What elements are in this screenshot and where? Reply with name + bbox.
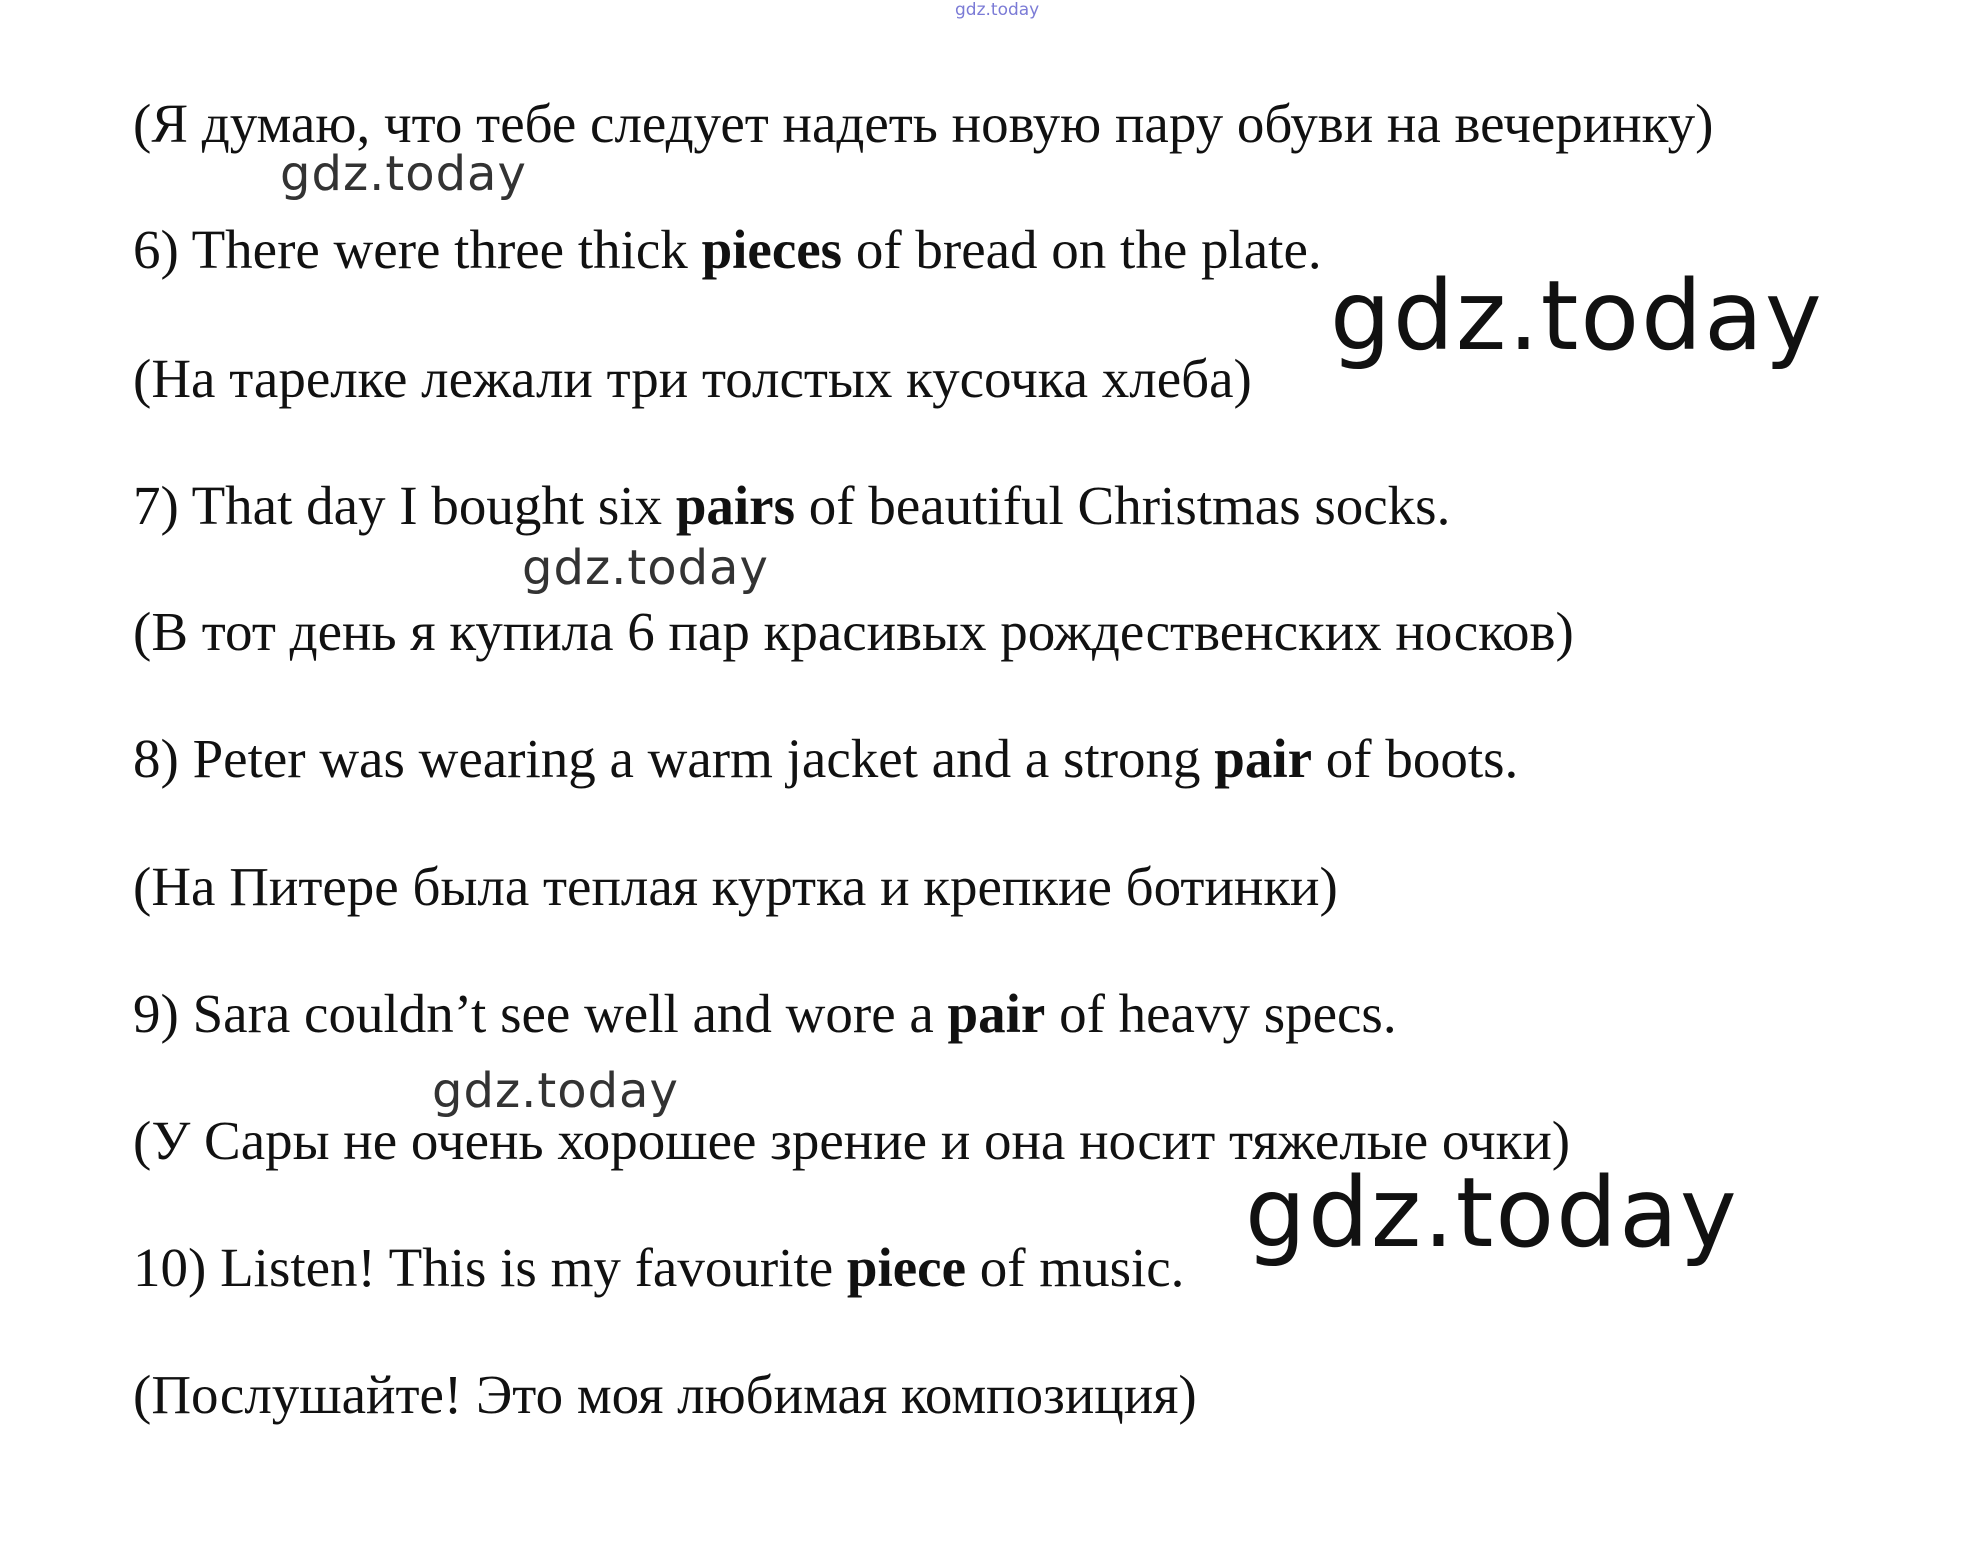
sentence-8 — [133, 727, 1518, 791]
sentence-10-before: 10) Listen! This is my favourite — [133, 1237, 847, 1298]
watermark: gdz.today — [1330, 260, 1824, 372]
sentence-9-answer: pair — [947, 983, 1046, 1044]
sentence-7-answer: pairs — [675, 475, 795, 536]
sentence-8-after: of boots. — [1312, 728, 1519, 789]
sentence-10 — [133, 1236, 1184, 1300]
translation-line-8: (На Питере была теплая куртка и крепкие ботинки) — [133, 856, 1338, 917]
sentence-9-before: 9) Sara couldn’t see well and wore a — [133, 983, 948, 1044]
sentence-6-before: 6) There were three thick — [133, 219, 702, 280]
watermark-top: gdz.today — [955, 0, 1040, 20]
sentence-8-answer: pair — [1214, 728, 1313, 789]
translation-line-10: (Послушайте! Это моя любимая композиция) — [133, 1364, 1197, 1425]
sentence-7-after: of beautiful Christmas socks. — [795, 475, 1451, 536]
watermark: gdz.today — [280, 146, 527, 202]
sentence-8-before: 8) Peter was wearing a warm jacket and a strong — [133, 728, 1215, 789]
sentence-9-after: of heavy specs. — [1045, 983, 1397, 1044]
sentence-7 — [133, 474, 1450, 538]
sentence-10-after: of music. — [965, 1237, 1185, 1298]
watermark: gdz.today — [522, 540, 769, 596]
translation-line-5: (Я думаю, что тебе следует надеть новую пару обуви на вечеринку) — [133, 93, 1714, 154]
watermark: gdz.today — [1245, 1157, 1739, 1269]
sentence-6-after: of bread on the plate. — [842, 219, 1322, 280]
translation-line-7: (В тот день я купила 6 пар красивых рождественских носков) — [133, 601, 1574, 662]
sentence-7-before: 7) That day I bought six — [133, 475, 676, 536]
sentence-6 — [133, 218, 1322, 282]
watermark: gdz.today — [432, 1063, 679, 1119]
translation-line-9: (У Сары не очень хорошее зрение и она носит тяжелые очки) — [133, 1110, 1571, 1171]
translation-line-6: (На тарелке лежали три толстых кусочка хлеба) — [133, 348, 1252, 409]
sentence-10-answer: piece — [846, 1237, 966, 1298]
sentence-9 — [133, 982, 1397, 1046]
sentence-6-answer: pieces — [701, 219, 843, 280]
